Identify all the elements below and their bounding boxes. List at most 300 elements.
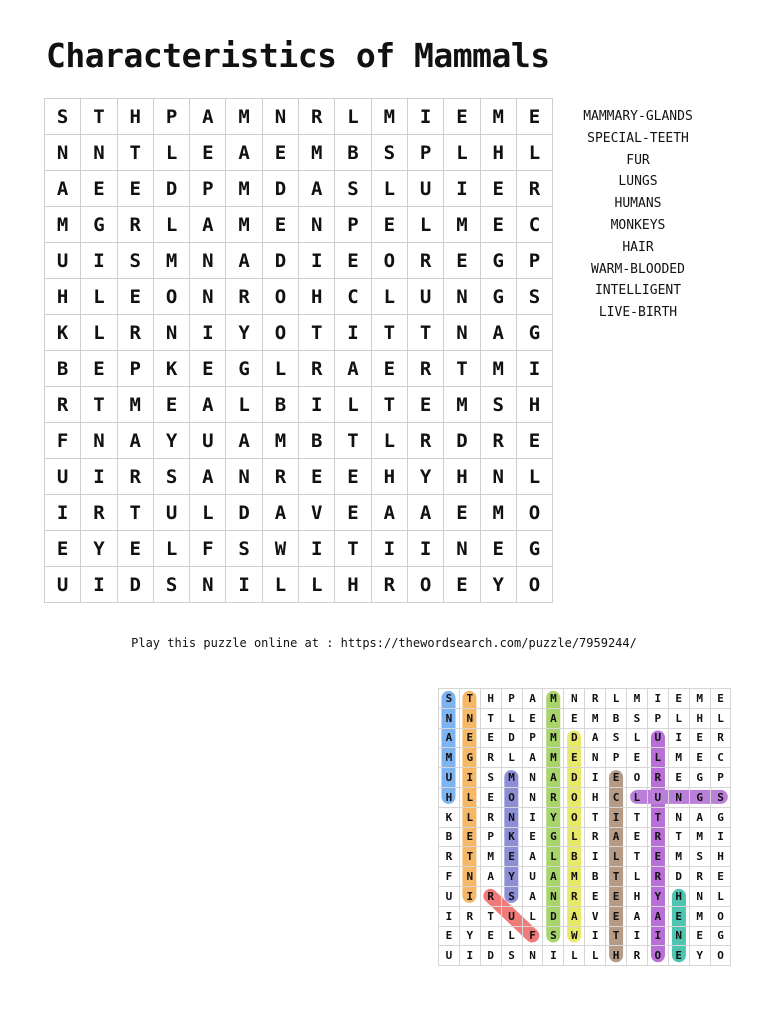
grid-cell: U xyxy=(407,279,443,315)
answer-cell: Y xyxy=(543,807,564,827)
answer-cell: M xyxy=(627,689,648,709)
grid-cell: R xyxy=(81,495,117,531)
answer-cell: U xyxy=(439,886,460,906)
grid-cell: E xyxy=(444,99,480,135)
grid-cell: M xyxy=(480,495,516,531)
grid-cell: M xyxy=(480,99,516,135)
answer-cell: E xyxy=(480,926,501,946)
answer-cell: K xyxy=(501,827,522,847)
grid-cell: E xyxy=(117,531,153,567)
grid-cell: M xyxy=(444,207,480,243)
answer-cell: C xyxy=(606,787,627,807)
answer-cell: E xyxy=(710,867,731,887)
grid-cell: N xyxy=(81,423,117,459)
answer-cell: A xyxy=(439,728,460,748)
answer-cell: S xyxy=(627,708,648,728)
answer-row xyxy=(439,807,731,827)
answer-cell: T xyxy=(668,827,689,847)
grid-cell: S xyxy=(153,567,189,603)
answer-cell: L xyxy=(501,748,522,768)
answer-cell: P xyxy=(522,728,543,748)
answer-cell: A xyxy=(522,886,543,906)
grid-cell: H xyxy=(299,279,335,315)
grid-cell: A xyxy=(480,315,516,351)
grid-cell: F xyxy=(190,531,226,567)
answer-cell: G xyxy=(459,748,480,768)
grid-cell: L xyxy=(226,387,262,423)
word-list-item: HAIR xyxy=(622,239,654,255)
word-list xyxy=(570,106,706,324)
answer-cell: T xyxy=(606,867,627,887)
grid-cell: N xyxy=(480,459,516,495)
grid-cell: M xyxy=(226,99,262,135)
grid-cell: I xyxy=(335,315,371,351)
answer-cell: O xyxy=(710,946,731,966)
grid-cell: U xyxy=(45,459,81,495)
grid-cell: L xyxy=(299,567,335,603)
grid-cell: T xyxy=(371,387,407,423)
answer-cell: E xyxy=(501,847,522,867)
answer-cell: L xyxy=(627,787,648,807)
grid-cell: E xyxy=(444,243,480,279)
answer-cell: H xyxy=(585,787,606,807)
answer-row xyxy=(439,926,731,946)
grid-cell: O xyxy=(262,315,298,351)
grid-cell: T xyxy=(117,135,153,171)
answer-cell: E xyxy=(606,768,627,788)
grid-cell: D xyxy=(262,243,298,279)
grid-cell: T xyxy=(444,351,480,387)
answer-cell: R xyxy=(585,827,606,847)
grid-cell: P xyxy=(335,207,371,243)
answer-cell: E xyxy=(627,748,648,768)
grid-cell: M xyxy=(153,243,189,279)
answer-cell: T xyxy=(459,847,480,867)
answer-cell: N xyxy=(585,748,606,768)
word-list-item: FUR xyxy=(626,152,650,168)
answer-cell: P xyxy=(480,827,501,847)
answer-cell: I xyxy=(439,906,460,926)
answer-cell: S xyxy=(501,886,522,906)
answer-cell: E xyxy=(668,946,689,966)
answer-cell: M xyxy=(689,827,710,847)
answer-cell: E xyxy=(564,748,585,768)
grid-cell: H xyxy=(444,459,480,495)
grid-cell: D xyxy=(153,171,189,207)
answer-cell: O xyxy=(627,768,648,788)
grid-cell: G xyxy=(480,243,516,279)
grid-cell: I xyxy=(444,171,480,207)
grid-cell: A xyxy=(226,423,262,459)
answer-cell: N xyxy=(501,807,522,827)
grid-cell: R xyxy=(299,99,335,135)
answer-cell: L xyxy=(647,748,668,768)
grid-cell: I xyxy=(45,495,81,531)
grid-cell: M xyxy=(262,423,298,459)
grid-cell: M xyxy=(226,207,262,243)
answer-cell: N xyxy=(522,946,543,966)
answer-cell: F xyxy=(439,867,460,887)
grid-cell: R xyxy=(262,459,298,495)
answer-cell: L xyxy=(585,946,606,966)
answer-cell: M xyxy=(585,708,606,728)
answer-cell: B xyxy=(439,827,460,847)
answer-cell: M xyxy=(689,906,710,926)
grid-cell: P xyxy=(117,351,153,387)
answer-cell: L xyxy=(710,886,731,906)
answer-cell: D xyxy=(480,946,501,966)
grid-cell: U xyxy=(45,567,81,603)
answer-cell: E xyxy=(439,926,460,946)
answer-cell: Y xyxy=(647,886,668,906)
grid-cell: L xyxy=(262,567,298,603)
grid-cell: A xyxy=(371,495,407,531)
grid-cell: N xyxy=(262,99,298,135)
grid-row xyxy=(45,171,553,207)
answer-cell: D xyxy=(501,728,522,748)
answer-cell: A xyxy=(647,906,668,926)
answer-cell: C xyxy=(710,748,731,768)
answer-cell: I xyxy=(606,807,627,827)
answer-cell: D xyxy=(564,768,585,788)
answer-cell: M xyxy=(480,847,501,867)
grid-cell: A xyxy=(262,495,298,531)
answer-cell: Y xyxy=(689,946,710,966)
answer-cell: L xyxy=(501,926,522,946)
grid-cell: E xyxy=(516,423,552,459)
grid-cell: K xyxy=(45,315,81,351)
grid-cell: L xyxy=(153,135,189,171)
answer-cell: I xyxy=(668,728,689,748)
grid-cell: R xyxy=(117,207,153,243)
word-list-item: MAMMARY-GLANDS xyxy=(583,109,693,124)
grid-cell: D xyxy=(226,495,262,531)
grid-cell: L xyxy=(335,387,371,423)
answer-cell: E xyxy=(585,886,606,906)
answer-cell: I xyxy=(710,827,731,847)
answer-cell: A xyxy=(522,847,543,867)
word-list-item: HUMANS xyxy=(614,196,662,212)
grid-cell: U xyxy=(407,171,443,207)
answer-cell: N xyxy=(522,768,543,788)
answer-cell: O xyxy=(564,787,585,807)
answer-cell: A xyxy=(543,768,564,788)
grid-cell: E xyxy=(516,99,552,135)
answer-cell: T xyxy=(480,708,501,728)
grid-cell: E xyxy=(81,351,117,387)
answer-cell: E xyxy=(647,847,668,867)
answer-cell: L xyxy=(710,708,731,728)
grid-cell: T xyxy=(407,315,443,351)
grid-cell: C xyxy=(335,279,371,315)
answer-grid xyxy=(438,688,731,966)
grid-cell: E xyxy=(335,243,371,279)
grid-cell: L xyxy=(153,207,189,243)
grid-cell: O xyxy=(262,279,298,315)
answer-cell: G xyxy=(710,926,731,946)
answer-row xyxy=(439,886,731,906)
answer-cell: T xyxy=(647,807,668,827)
grid-cell: R xyxy=(299,351,335,387)
answer-cell: E xyxy=(606,886,627,906)
grid-cell: E xyxy=(190,351,226,387)
answer-row xyxy=(439,906,731,926)
grid-cell: I xyxy=(299,531,335,567)
answer-cell: R xyxy=(689,867,710,887)
grid-cell: I xyxy=(299,387,335,423)
answer-cell: L xyxy=(459,787,480,807)
answer-cell: O xyxy=(647,946,668,966)
grid-cell: U xyxy=(153,495,189,531)
answer-cell: E xyxy=(710,689,731,709)
grid-cell: N xyxy=(444,279,480,315)
answer-cell: R xyxy=(439,847,460,867)
grid-cell: A xyxy=(226,135,262,171)
grid-cell: P xyxy=(407,135,443,171)
answer-cell: H xyxy=(710,847,731,867)
answer-cell: L xyxy=(564,946,585,966)
grid-cell: E xyxy=(262,207,298,243)
grid-cell: M xyxy=(480,351,516,387)
grid-cell: N xyxy=(444,315,480,351)
grid-cell: N xyxy=(226,459,262,495)
answer-cell: N xyxy=(543,886,564,906)
grid-cell: S xyxy=(335,171,371,207)
answer-cell: R xyxy=(543,787,564,807)
answer-cell: L xyxy=(501,708,522,728)
grid-cell: E xyxy=(117,279,153,315)
answer-row xyxy=(439,787,731,807)
answer-cell: S xyxy=(543,926,564,946)
answer-key xyxy=(438,688,732,966)
grid-cell: O xyxy=(407,567,443,603)
answer-row xyxy=(439,728,731,748)
grid-cell: A xyxy=(117,423,153,459)
answer-cell: L xyxy=(522,906,543,926)
grid-cell: L xyxy=(190,495,226,531)
answer-cell: O xyxy=(501,787,522,807)
answer-cell: N xyxy=(522,787,543,807)
answer-cell: D xyxy=(668,867,689,887)
answer-cell: L xyxy=(627,728,648,748)
grid-cell: R xyxy=(480,423,516,459)
answer-cell: L xyxy=(627,867,648,887)
answer-cell: E xyxy=(459,827,480,847)
answer-cell: L xyxy=(543,847,564,867)
answer-cell: E xyxy=(689,926,710,946)
grid-row xyxy=(45,423,553,459)
answer-cell: I xyxy=(627,926,648,946)
grid-cell: A xyxy=(190,387,226,423)
grid-cell: R xyxy=(117,459,153,495)
answer-cell: M xyxy=(689,689,710,709)
grid-cell: Y xyxy=(153,423,189,459)
grid-cell: R xyxy=(371,567,407,603)
grid-row xyxy=(45,135,553,171)
grid-cell: L xyxy=(371,171,407,207)
grid-cell: Y xyxy=(226,315,262,351)
grid-cell: L xyxy=(371,279,407,315)
answer-cell: E xyxy=(668,768,689,788)
grid-cell: T xyxy=(371,315,407,351)
answer-cell: I xyxy=(459,886,480,906)
answer-cell: R xyxy=(585,689,606,709)
answer-cell: Y xyxy=(459,926,480,946)
grid-cell: E xyxy=(444,567,480,603)
grid-cell: N xyxy=(190,243,226,279)
grid-cell: I xyxy=(190,315,226,351)
answer-cell: L xyxy=(606,689,627,709)
answer-row xyxy=(439,748,731,768)
grid-cell: E xyxy=(480,531,516,567)
grid-cell: B xyxy=(262,387,298,423)
answer-cell: M xyxy=(543,728,564,748)
answer-cell: M xyxy=(543,748,564,768)
grid-cell: N xyxy=(45,135,81,171)
grid-cell: E xyxy=(371,351,407,387)
answer-cell: U xyxy=(439,768,460,788)
grid-cell: N xyxy=(190,279,226,315)
answer-row xyxy=(439,689,731,709)
grid-row xyxy=(45,243,553,279)
answer-cell: H xyxy=(439,787,460,807)
answer-cell: T xyxy=(627,807,648,827)
grid-cell: S xyxy=(117,243,153,279)
answer-cell: B xyxy=(564,847,585,867)
answer-cell: R xyxy=(627,946,648,966)
grid-cell: E xyxy=(335,459,371,495)
grid-cell: R xyxy=(516,171,552,207)
grid-cell: E xyxy=(45,531,81,567)
answer-cell: H xyxy=(606,946,627,966)
answer-cell: E xyxy=(522,827,543,847)
grid-row xyxy=(45,207,553,243)
answer-cell: E xyxy=(627,827,648,847)
grid-cell: K xyxy=(153,351,189,387)
grid-cell: A xyxy=(190,99,226,135)
word-list-item: LUNGS xyxy=(618,174,658,190)
answer-cell: H xyxy=(480,689,501,709)
grid-cell: H xyxy=(335,567,371,603)
answer-cell: E xyxy=(480,787,501,807)
grid-cell: N xyxy=(190,567,226,603)
answer-cell: R xyxy=(480,748,501,768)
answer-cell: R xyxy=(480,886,501,906)
grid-cell: R xyxy=(407,423,443,459)
grid-cell: G xyxy=(516,315,552,351)
answer-cell: A xyxy=(522,689,543,709)
grid-cell: I xyxy=(81,459,117,495)
answer-cell: E xyxy=(459,728,480,748)
grid-cell: H xyxy=(117,99,153,135)
answer-cell: N xyxy=(668,926,689,946)
grid-cell: M xyxy=(371,99,407,135)
grid-cell: L xyxy=(407,207,443,243)
grid-row xyxy=(45,279,553,315)
answer-cell: A xyxy=(564,906,585,926)
answer-cell: S xyxy=(606,728,627,748)
answer-cell: L xyxy=(668,708,689,728)
grid-cell: L xyxy=(153,531,189,567)
grid-cell: I xyxy=(81,243,117,279)
grid-cell: L xyxy=(371,423,407,459)
answer-cell: M xyxy=(439,748,460,768)
answer-cell: I xyxy=(459,768,480,788)
grid-row xyxy=(45,99,553,135)
answer-cell: I xyxy=(647,926,668,946)
grid-cell: I xyxy=(371,531,407,567)
grid-cell: B xyxy=(45,351,81,387)
grid-cell: T xyxy=(335,531,371,567)
grid-row xyxy=(45,387,553,423)
answer-cell: R xyxy=(480,807,501,827)
grid-cell: L xyxy=(516,135,552,171)
answer-cell: N xyxy=(668,807,689,827)
answer-cell: G xyxy=(543,827,564,847)
grid-cell: T xyxy=(81,99,117,135)
grid-cell: P xyxy=(516,243,552,279)
answer-cell: M xyxy=(564,867,585,887)
grid-cell: I xyxy=(299,243,335,279)
answer-row xyxy=(439,827,731,847)
grid-cell: N xyxy=(299,207,335,243)
answer-cell: I xyxy=(585,768,606,788)
grid-cell: O xyxy=(516,567,552,603)
answer-cell: N xyxy=(459,708,480,728)
answer-cell: I xyxy=(585,926,606,946)
grid-cell: S xyxy=(45,99,81,135)
answer-cell: P xyxy=(501,689,522,709)
answer-cell: A xyxy=(480,867,501,887)
answer-cell: D xyxy=(543,906,564,926)
answer-cell: R xyxy=(647,867,668,887)
answer-row xyxy=(439,708,731,728)
grid-cell: R xyxy=(117,315,153,351)
answer-cell: V xyxy=(585,906,606,926)
grid-cell: V xyxy=(299,495,335,531)
answer-cell: D xyxy=(564,728,585,748)
grid-cell: H xyxy=(480,135,516,171)
grid-cell: E xyxy=(371,207,407,243)
answer-cell: O xyxy=(564,807,585,827)
grid-cell: M xyxy=(117,387,153,423)
grid-cell: A xyxy=(45,171,81,207)
answer-cell: U xyxy=(522,867,543,887)
answer-cell: M xyxy=(668,847,689,867)
grid-cell: I xyxy=(81,567,117,603)
grid-cell: L xyxy=(81,315,117,351)
answer-cell: R xyxy=(647,768,668,788)
answer-cell: H xyxy=(689,708,710,728)
answer-cell: T xyxy=(480,906,501,926)
answer-row xyxy=(439,768,731,788)
grid-cell: B xyxy=(299,423,335,459)
answer-cell: O xyxy=(710,906,731,926)
answer-cell: A xyxy=(606,827,627,847)
grid-cell: D xyxy=(262,171,298,207)
answer-cell: A xyxy=(585,728,606,748)
answer-cell: U xyxy=(647,787,668,807)
answer-cell: M xyxy=(543,689,564,709)
grid-row xyxy=(45,567,553,603)
answer-cell: T xyxy=(627,847,648,867)
answer-row xyxy=(439,847,731,867)
answer-cell: R xyxy=(564,886,585,906)
answer-cell: E xyxy=(480,728,501,748)
grid-cell: R xyxy=(407,243,443,279)
answer-cell: Y xyxy=(501,867,522,887)
answer-cell: L xyxy=(564,827,585,847)
